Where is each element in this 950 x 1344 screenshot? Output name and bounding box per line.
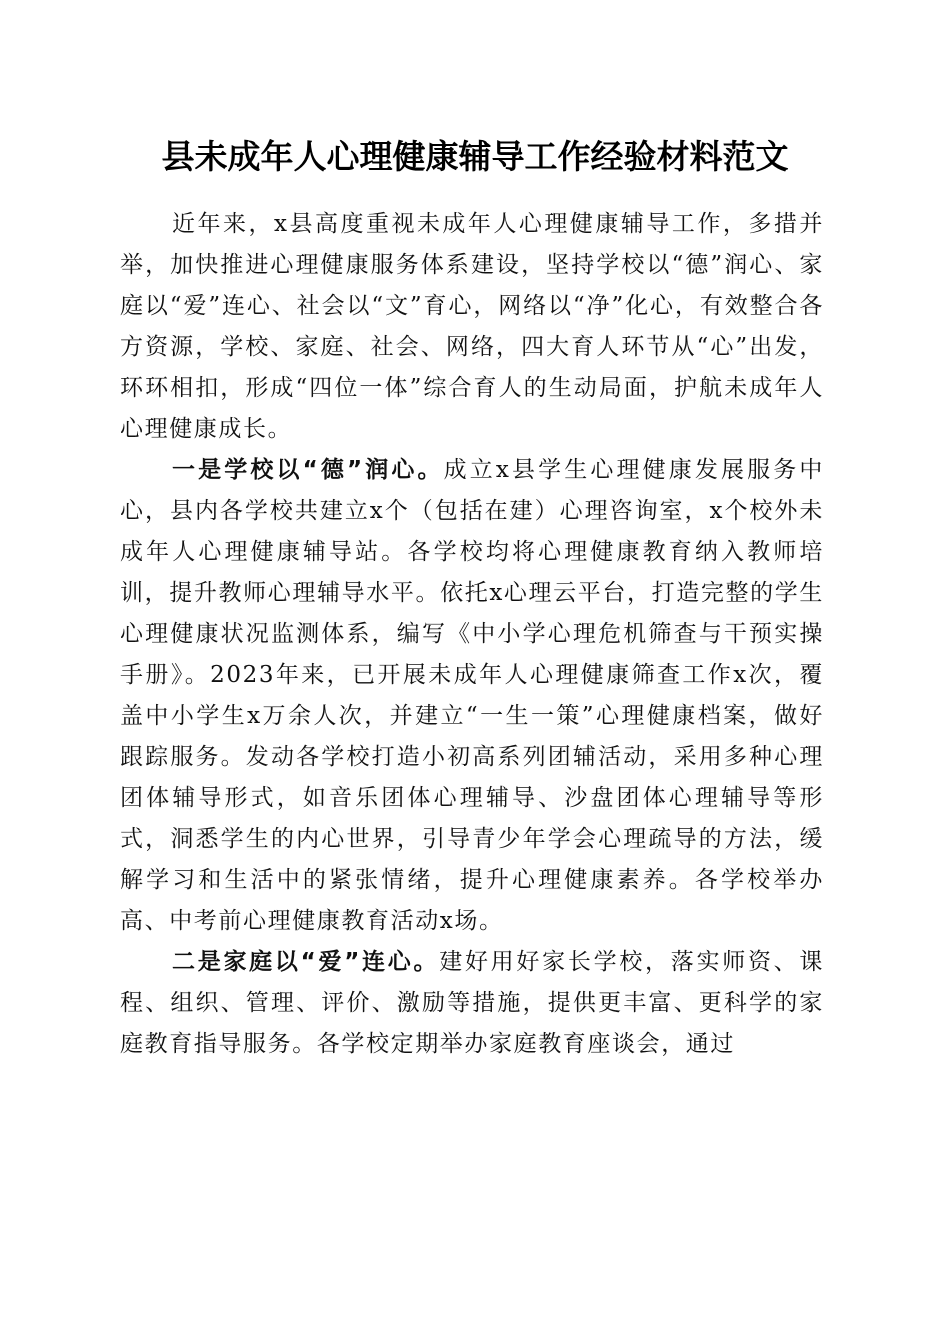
- family-paragraph: [120, 942, 824, 1065]
- paragraph-text: 成立x县学生心理健康发展服务中心，县内各学校共建立x个（包括在建）心理咨询室，x个校外未成年人心理健康辅导站。各学校均将心理健康教育纳入教师培训，提升教师心理辅导水平。依托x心理云平台，打造完整的学生心理健康状况监测体系，编写《中小学心理危机筛查与干预实操手册》。2023年来，已开展未成年人心理健康筛查工作x次，覆盖中小学生x万余人次，并建立“一生一策”心理健康档案，做好跟踪服务。发动各学校打造小初高系列团辅活动，采用多种心理团体辅导形式，如音乐团体心理辅导、沙盘团体心理辅导等形式，洞悉学生的内心世界，引导青少年学会心理疏导的方法，缓解学习和生活中的紧张情绪，提升心理健康素养。各学校举办高、中考前心理健康教育活动x场。: [120, 457, 824, 934]
- paragraph-lead: 一是学校以“德”润心。: [172, 457, 444, 483]
- paragraph-text: 建好用好家长学校，落实师资、课程、组织、管理、评价、激励等措施，提供更丰富、更科学的家庭教育指导服务。各学校定期举办家庭教育座谈会，通过: [120, 949, 825, 1057]
- document-title: 县未成年人心理健康辅导工作经验材料范文: [161, 137, 789, 176]
- paragraph-lead: 二是家庭以“爱”连心。: [172, 949, 440, 975]
- school-paragraph: [120, 450, 824, 942]
- intro-paragraph: [120, 204, 824, 450]
- document-body: [120, 204, 824, 1065]
- paragraph-text: 近年来，x县高度重视未成年人心理健康辅导工作，多措并举，加快推进心理健康服务体系建设，坚持学校以“德”润心、家庭以“爱”连心、社会以“文”育心，网络以“净”化心，有效整合各方资源，学校、家庭、社会、网络，四大育人环节从“心”出发，环环相扣，形成“四位一体”综合育人的生动局面，护航未成年人心理健康成长。: [120, 211, 824, 442]
